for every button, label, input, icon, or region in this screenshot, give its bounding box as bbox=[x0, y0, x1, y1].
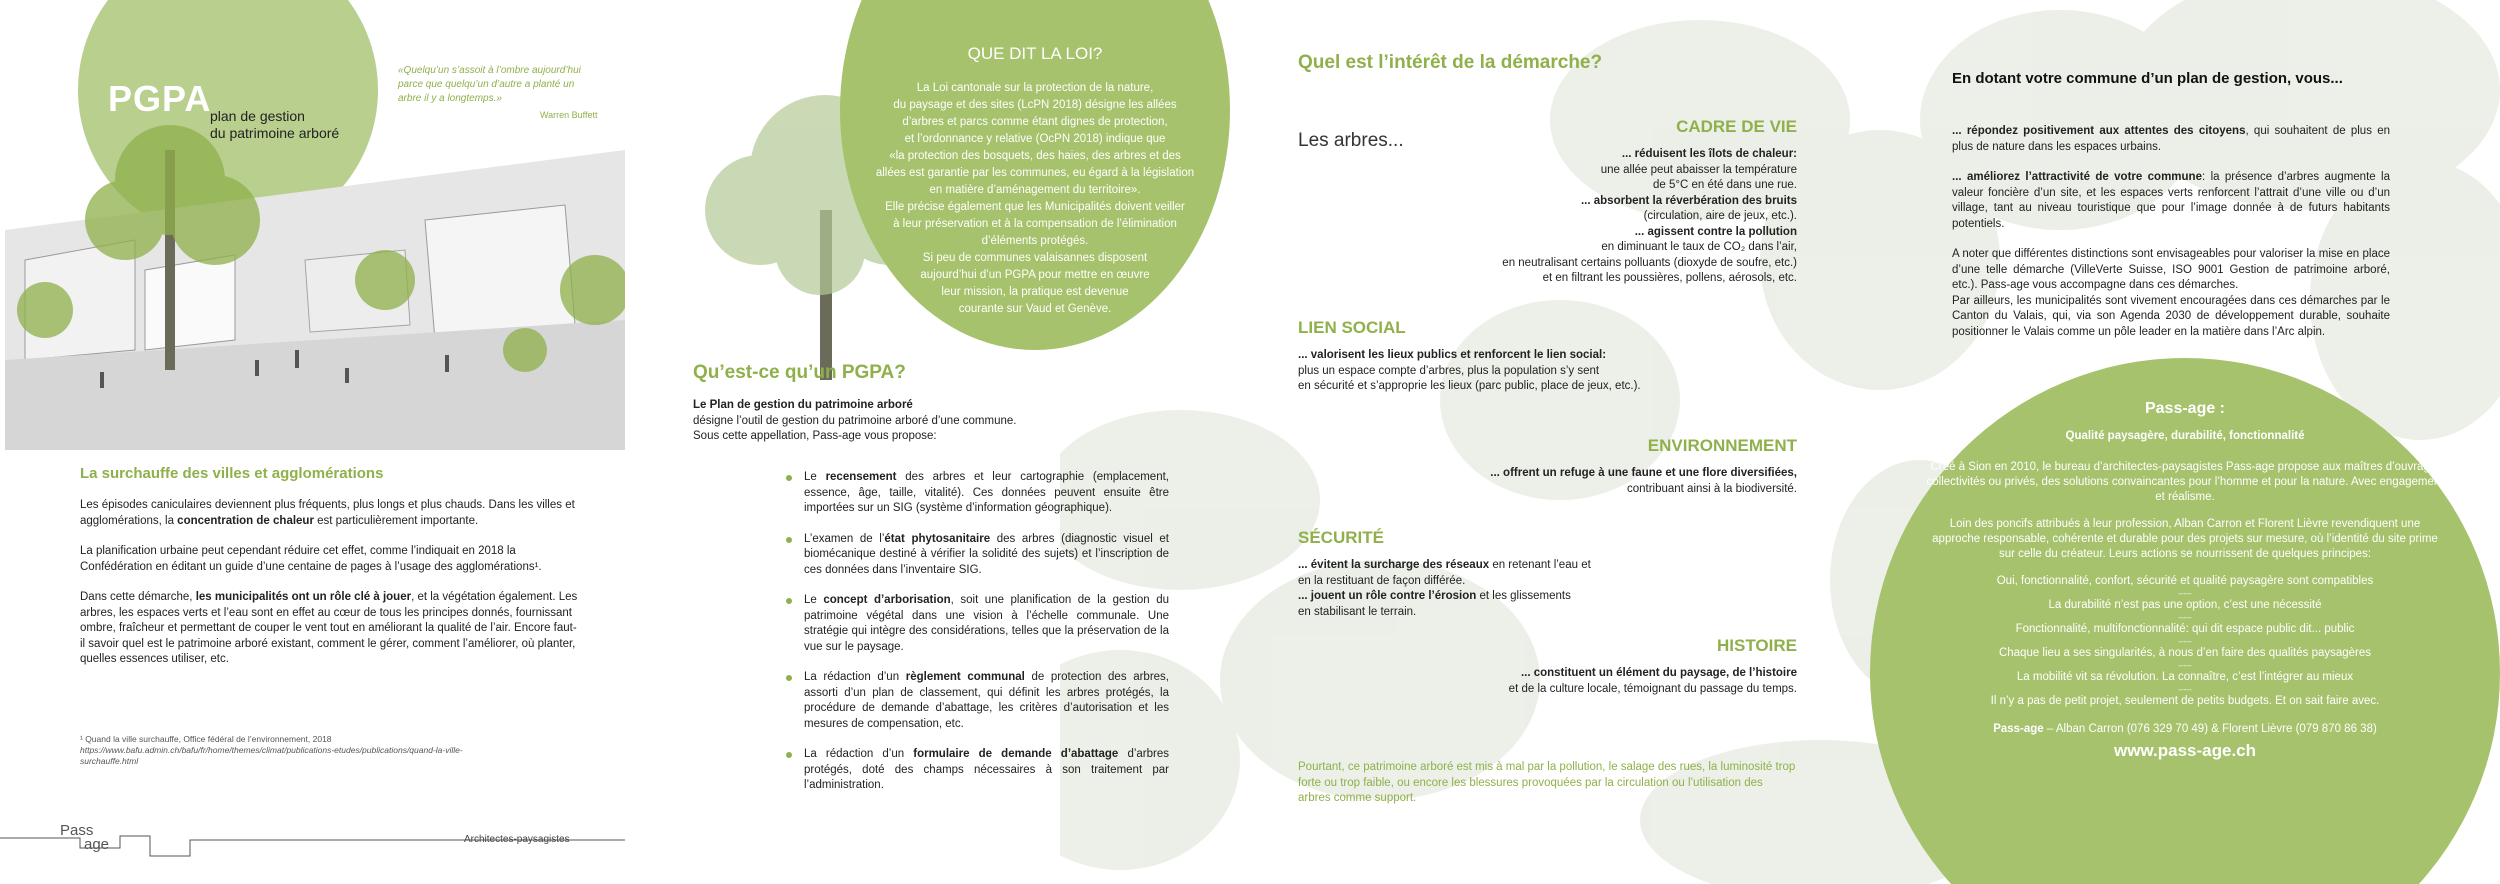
brochure-title: PGPA bbox=[108, 78, 212, 119]
benefits-body: ... répondez positivement aux attentes des citoyens, qui souhaitent de plus en plus de nature dans les espaces urbains. ... améliorez l’attractivité de votre commune: la présence d’arbres augmente la valeur foncière d’un site, et les espaces verts renforcent l’attrait d’une ville ou d’un village, tant au niveau touristique que pour l’image donnée à de futurs habitants potentiels. A noter que différentes distinctions sont envisageables pour valoriser la mise en place d’une telle démarche (VilleVerte Suisse, ISO 9001 Gestion de patrimoine arboré, etc.). Pass-age vous accompagne dans ces démarches. Par ailleurs, les municipalités sont vivement encouragées dans ces démarches par le Canton du Valais, qui, via son Agenda 2030 de développement durable, souhaite positionner le Valais comme un pôle leader en la matière dans l’Arc alpin. bbox=[1952, 125, 2391, 338]
category-title-environment: ENVIRONNEMENT bbox=[1647, 436, 1797, 455]
list-item: La rédaction d’un formulaire de demande d’abattage d’arbres protégés, doté des champs nécessaires à son traitement par l’administration. bbox=[804, 747, 1169, 794]
contact-line: Pass-age – Alban Carron (076 329 70 49) & Florent Lièvre (079 870 86 38) bbox=[1993, 723, 2377, 735]
principle: La mobilité vit sa révolution. La connaître, c’est l’intégrer au mieux bbox=[2016, 671, 2354, 683]
pgpa-services-list bbox=[804, 470, 1169, 809]
company-title: Pass-age : bbox=[2144, 400, 2226, 417]
list-item: Le concept d’arborisation, soit une planification de la gestion du patrimoine végétal dans une vision à l’échelle communale. Une stratégie qui intègre des considérations, telles que la préservation de la vue sur le paysage. bbox=[804, 593, 1169, 655]
company-intro: Créé à Sion en 2010, le bureau d’architectes-paysagistes Pass-age propose aux maîtres d’ouvrage, collectivités ou privés, des solutions convaincantes pour l’homme et pour la nature. Avec engagement et réalisme. bbox=[1926, 461, 2444, 503]
company-tagline: Qualité paysagère, durabilité, fonctionnalité bbox=[2065, 430, 2305, 442]
category-title-social: LIEN SOCIAL bbox=[1298, 318, 1406, 337]
list-item: La rédaction d’un règlement communal de protection des arbres, assorti d’un plan de classement, qui définit les arbres protégés, la procédure de demande d’abattage, les critères d’autorisation et les mesures de compensation, etc. bbox=[804, 670, 1169, 732]
category-body-safety: ... évitent la surcharge des réseaux en retenant l’eau et en la restituant de façon différée. ... jouent un rôle contre l’érosion et les glissements en stabilisant le terrain. bbox=[1298, 559, 1591, 618]
closing-text: Pourtant, ce patrimoine arboré est mis à mal par la pollution, le salage des rues, la luminosité trop forte ou trop faible, ou encore les blessures provoquées par la circulation ou l’utilisation des arbres comme support. bbox=[1298, 761, 1796, 804]
footnote: ¹ Quand la ville surchauffe, Office fédéral de l’environnement, 2018 https://www.bafu.admin.ch/bafu/fr/home/themes/climat/publications-etudes/publications/quand-la-ville-surchauffe.html bbox=[80, 734, 463, 766]
category-body-environment: ... offrent un refuge à une faune et une flore diversifiées, contribuant ainsi à la biodiversité. bbox=[1490, 467, 1797, 495]
category-title-living: CADRE DE VIE bbox=[1676, 117, 1797, 136]
principle: Chaque lieu a ses singularités, à nous d’en faire des qualités paysagères bbox=[1998, 647, 2372, 659]
section-heading-interest: Quel est l’intérêt de la démarche? bbox=[1298, 52, 1603, 73]
category-title-safety: SÉCURITÉ bbox=[1298, 528, 1384, 547]
section-heading-pgpa: Qu’est-ce qu’un PGPA? bbox=[693, 362, 906, 383]
paragraph: Les épisodes caniculaires deviennent plus fréquents, plus longs et plus chauds. Dans les villes et agglomérations, la concentration de chaleur est particulièrement importante. bbox=[80, 499, 575, 527]
brochure-subtitle: plan de gestion du patrimoine arboré bbox=[210, 108, 340, 141]
village-sketch-illustration bbox=[5, 110, 625, 450]
category-title-history: HISTOIRE bbox=[1717, 636, 1797, 655]
company-info bbox=[1925, 400, 2445, 761]
list-item: L’examen de l’état phytosanitaire des arbres (diagnostic visuel et biomécanique destiné à vérifier la solidité des sujets) et l’inscription de ces données dans l’inventaire SIG. bbox=[804, 532, 1169, 579]
logo-pass: Pass bbox=[60, 822, 94, 839]
quote: «Quelqu’un s’assoit à l’ombre aujourd’hui parce que quelqu’un d’autre a planté un arbre il y a longtemps.» bbox=[398, 65, 581, 104]
quote-author: Warren Buffett bbox=[540, 110, 598, 120]
logo-age: age bbox=[84, 836, 110, 853]
principles-list: Oui, fonctionnalité, confort, sécurité et qualité paysagère sont compatibles ----- La durabilité n’est pas une option, c’est une nécessité ----- Fonctionnalité, multifonctionnalité: qui dit espace public dit... public ----- Chaque lieu a ses singularités, à nous d’en faire des qualités paysagères ----- La mobilité vit sa révolution. La connaître, c’est l’intégrer au mieux ----- Il n’y a pas de petit projet, seulement de petits budgets. Et on sait faire avec. bbox=[1925, 574, 2445, 709]
law-text: La Loi cantonale sur la protection de la nature, du paysage et des sites (LcPN 2018) désigne les allées d’arbres et parcs comme étant dignes de protection, et l’ordonnance y relative (OcPN 2018) indique que «la protection des bosquets, des haies, des arbres et des allées est garantie par les communes, eu égard à la législation en matière d’aménagement du territoire». Elle précise également que les Municipalités doivent veiller à leur préservation et à la compensation de l’élimination d’éléments protégés. Si peu de communes valaisannes disposent aujourd’hui d’un PGPA pour mettre en œuvre leur mission, la pratique est devenue courante sur Vaud et Genève. bbox=[875, 82, 1195, 315]
list-item: Le recensement des arbres et leur cartographie (emplacement, essence, âge, taille, vitalité). Ces données peuvent ensuite être importées sur un SIG (système d’information géographique). bbox=[804, 470, 1169, 517]
trees-label: Les arbres... bbox=[1298, 130, 1404, 151]
law-title: QUE DIT LA LOI? bbox=[967, 44, 1103, 63]
section-body-heat bbox=[80, 498, 580, 683]
principle: Oui, fonctionnalité, confort, sécurité et qualité paysagère sont compatibles bbox=[1996, 575, 2374, 587]
category-body-social: ... valorisent les lieux publics et renforcent le lien social: plus un espace compte d’arbres, plus la population s’y sent en sécurité et s’approprie les lieux (parc public, place de jeux, etc.). bbox=[1298, 349, 1641, 392]
pgpa-intro: Le Plan de gestion du patrimoine arboré désigne l’outil de gestion du patrimoine arboré d’une commune. Sous cette appellation, Pass-age vous propose: bbox=[693, 399, 1017, 442]
paragraph: La planification urbaine peut cependant réduire cet effet, comme l’indiquait en 2018 la Confédération en éditant un guide d’une centaine de pages à l’usage des agglomérations¹. bbox=[80, 545, 542, 573]
principle: Il n’y a pas de petit projet, seulement de petits budgets. Et on sait faire avec. bbox=[1990, 695, 2380, 707]
section-heading-benefits: En dotant votre commune d’un plan de gestion, vous... bbox=[1952, 70, 2343, 87]
logo-tagline: Architectes-paysagistes bbox=[464, 834, 570, 845]
category-body-living: ... réduisent les îlots de chaleur: une allée peut abaisser la température de 5°C en été dans une rue. ... absorbent la réverbération des bruits (circulation, aire de jeux, etc.). ... agissent contre la pollution en diminuant le taux de CO₂ dans l’air, en neutralisant certains polluants (dioxyde de soufre, etc.) et en filtrant les poussières, pollens, aérosols, etc. bbox=[1502, 148, 1797, 284]
paragraph: Dans cette démarche, les municipalités ont un rôle clé à jouer, et la végétation également. Les arbres, les espaces verts et l’eau sont en effet au cœur de tous les principes donnés, fournissant ombre, fraîcheur et permettant de couper le vent tout en améliorant la qualité de l’air. Encore faut-il savoir quel est le patrimoine arboré existant, comment le gérer, comment l’améliorer, où planter, quelles essences utiliser, etc. bbox=[80, 591, 578, 665]
website-link[interactable]: www.pass-age.ch bbox=[2113, 741, 2257, 760]
section-heading-heat: La surchauffe des villes et agglomérations bbox=[80, 465, 384, 482]
company-approach: Loin des poncifs attribués à leur profession, Alban Carron et Florent Lièvre revendiquent une approche responsable, cohérente et durable pour des projets sur mesure, où l’identité du site prime sur celle du créateur. Leurs actions se nourrissent de quelques principes: bbox=[1932, 518, 2438, 560]
category-body-history: ... constituent un élément du paysage, de l’histoire et de la culture locale, témoignant du passage du temps. bbox=[1508, 667, 1797, 695]
principle: Fonctionnalité, multifonctionnalité: qui dit espace public dit... public bbox=[2015, 623, 2355, 635]
principle: La durabilité n’est pas une option, c’est une nécessité bbox=[2048, 599, 2322, 611]
